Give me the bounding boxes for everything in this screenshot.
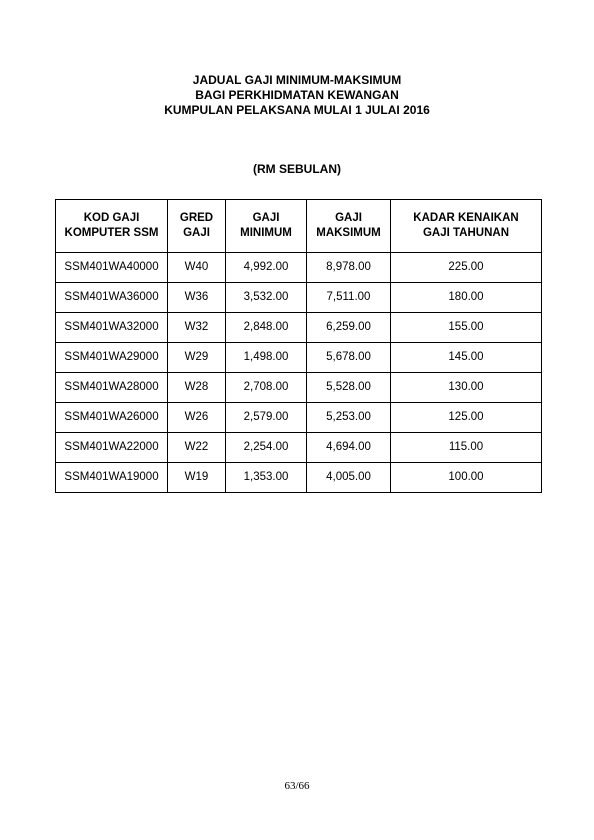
cell-kenaikan: 155.00	[391, 313, 542, 343]
cell-maksimum: 7,511.00	[307, 283, 391, 313]
table-row	[56, 253, 542, 283]
cell-minimum: 1,353.00	[226, 463, 307, 493]
table-row	[56, 343, 542, 373]
table-row	[56, 463, 542, 493]
cell-kod: SSM401WA28000	[56, 373, 168, 403]
cell-kod: SSM401WA22000	[56, 433, 168, 463]
cell-kod: SSM401WA26000	[56, 403, 168, 433]
cell-maksimum: 6,259.00	[307, 313, 391, 343]
cell-kenaikan: 125.00	[391, 403, 542, 433]
title-line-2: BAGI PERKHIDMATAN KEWANGAN	[195, 88, 399, 102]
header-line: MAKSIMUM	[316, 227, 381, 239]
header-line: GAJI	[252, 212, 280, 224]
cell-kod: SSM401WA36000	[56, 283, 168, 313]
cell-minimum: 2,708.00	[226, 373, 307, 403]
header-gred-gaji	[168, 200, 226, 253]
cell-maksimum: 4,005.00	[307, 463, 391, 493]
cell-gred: W36	[168, 283, 226, 313]
cell-kenaikan: 115.00	[391, 433, 542, 463]
cell-minimum: 2,579.00	[226, 403, 307, 433]
cell-minimum: 4,992.00	[226, 253, 307, 283]
header-gaji-minimum	[226, 200, 307, 253]
table-row	[56, 283, 542, 313]
cell-kenaikan: 180.00	[391, 283, 542, 313]
table-row	[56, 373, 542, 403]
title-line-3: KUMPULAN PELAKSANA MULAI 1 JULAI 2016	[164, 103, 430, 117]
header-line: GAJI	[183, 227, 210, 239]
currency-subtitle: (RM SEBULAN)	[253, 162, 341, 176]
cell-kenaikan: 145.00	[391, 343, 542, 373]
cell-gred: W40	[168, 253, 226, 283]
header-line: KOD GAJI	[83, 212, 140, 224]
cell-maksimum: 4,694.00	[307, 433, 391, 463]
cell-gred: W22	[168, 433, 226, 463]
header-line: GRED	[179, 212, 214, 224]
header-row	[56, 200, 542, 253]
cell-maksimum: 8,978.00	[307, 253, 391, 283]
table-row	[56, 433, 542, 463]
header-gaji-maksimum	[307, 200, 391, 253]
cell-kod: SSM401WA19000	[56, 463, 168, 493]
header-line: KOMPUTER SSM	[64, 227, 159, 239]
document-title	[0, 73, 594, 118]
cell-kenaikan: 225.00	[391, 253, 542, 283]
header-kadar-kenaikan	[391, 200, 542, 253]
header-line: KADAR KENAIKAN	[413, 212, 519, 224]
cell-maksimum: 5,253.00	[307, 403, 391, 433]
table-row	[56, 403, 542, 433]
table-body	[56, 253, 542, 493]
table-header	[56, 200, 542, 253]
cell-kod: SSM401WA29000	[56, 343, 168, 373]
cell-kod: SSM401WA32000	[56, 313, 168, 343]
header-kod-gaji	[56, 200, 168, 253]
header-line: MINIMUM	[240, 227, 292, 239]
page-number: 63/66	[284, 780, 310, 792]
cell-kenaikan: 130.00	[391, 373, 542, 403]
header-line: GAJI	[335, 212, 362, 224]
cell-maksimum: 5,678.00	[307, 343, 391, 373]
cell-gred: W28	[168, 373, 226, 403]
cell-minimum: 2,254.00	[226, 433, 307, 463]
cell-minimum: 2,848.00	[226, 313, 307, 343]
cell-kenaikan: 100.00	[391, 463, 542, 493]
cell-gred: W32	[168, 313, 226, 343]
cell-gred: W19	[168, 463, 226, 493]
salary-table	[55, 199, 542, 493]
cell-minimum: 1,498.00	[226, 343, 307, 373]
table-row	[56, 313, 542, 343]
cell-gred: W26	[168, 403, 226, 433]
cell-gred: W29	[168, 343, 226, 373]
title-line-1: JADUAL GAJI MINIMUM-MAKSIMUM	[192, 73, 402, 87]
cell-maksimum: 5,528.00	[307, 373, 391, 403]
cell-kod: SSM401WA40000	[56, 253, 168, 283]
cell-minimum: 3,532.00	[226, 283, 307, 313]
header-line: GAJI TAHUNAN	[422, 227, 510, 239]
